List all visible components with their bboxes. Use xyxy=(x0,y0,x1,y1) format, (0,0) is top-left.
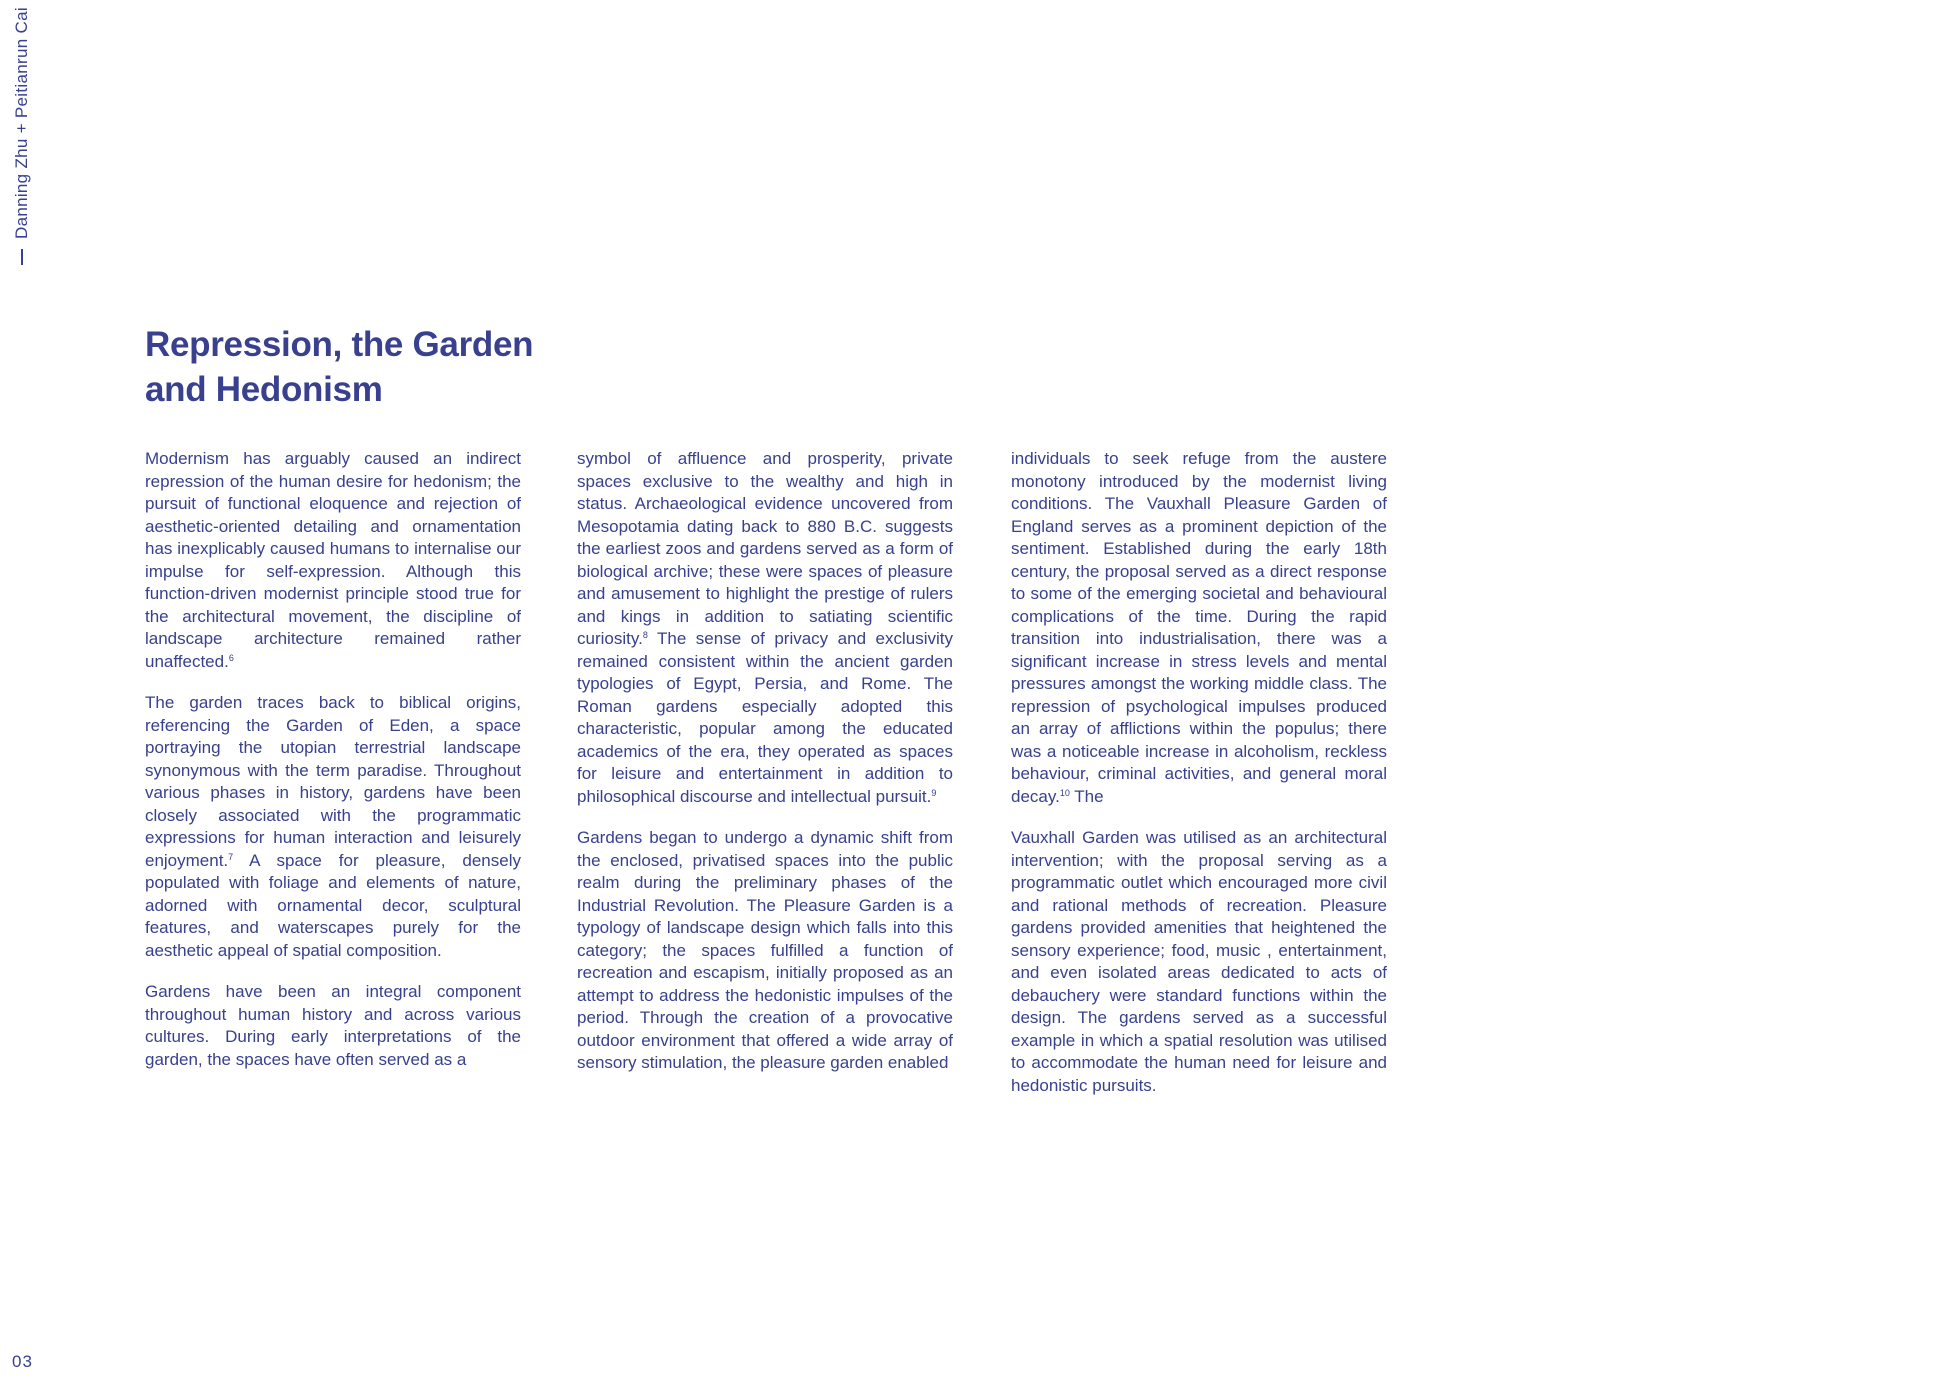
footnote-marker: 10 xyxy=(1059,787,1070,798)
paragraph: individuals to seek refuge from the austere monotony introduced by the modernist living conditions. The Vauxhall Pleasure Garden of England serves as a prominent depiction of the sentiment. Established during the early 18th century, the proposal served as a direct response to some of the emerging societal and behavioural complications of the time. During the rapid transition into industrialisation, there was a significant increase in stress levels and mental pressures amongst the working middle class. The repression of psychological impulses produced an array of afflictions within the populus; there was a noticeable increase in alcoholism, reckless behaviour, criminal activities, and general moral decay.$^{10}$ The xyxy=(1011,449,1387,806)
running-head-authors: Danning Zhu + Peitianrun Cai xyxy=(12,7,31,239)
paragraph: Modernism has arguably caused an indirect repression of the human desire for hedonism; the pursuit of functional eloquence and rejection of aesthetic-oriented detailing and ornamentation has inexplicably caused humans to internalise our impulse for self-expression. Although this function-driven modernist principle stood true for the architectural movement, the discipline of landscape architecture remained rather unaffected.$^6$ xyxy=(145,449,521,671)
page-title-line-1: Repression, the Garden xyxy=(145,325,534,364)
page-title xyxy=(145,322,533,412)
footnote-marker: 7 xyxy=(228,851,234,862)
footnote-marker: 9 xyxy=(931,787,937,798)
page-title-line-2: and Hedonism xyxy=(145,370,383,409)
running-head xyxy=(12,7,32,265)
footnote-marker: 8 xyxy=(642,630,648,640)
footnote-marker: 6 xyxy=(228,652,234,663)
page-number: 03 xyxy=(12,1352,33,1371)
text-column-2 xyxy=(577,448,953,1094)
paragraph: The garden traces back to biblical origins, referencing the Garden of Eden, a space portraying the utopian terrestrial landscape synonymous with the term paradise. Throughout various phases in history, gardens have been closely associated with the programmatic expressions for human interaction and leisurely enjoyment.$^7$ A space for pleasure, densely populated with foliage and elements of nature, adorned with ornamental decor, sculptural features, and waterscapes purely for the aesthetic appeal of spatial composition. xyxy=(145,693,521,960)
paragraph: Vauxhall Garden was utilised as an architectural intervention; with the proposal serving as a programmatic outlet which encouraged more civil and rational methods of recreation. Pleasure gardens provided amenities that heightened the sensory experience; food, music , entertainment, and even isolated areas dedicated to acts of debauchery were standard functions within the design. The gardens served as a successful example in which a spatial resolution was utilised to accommodate the human need for leisure and hedonistic pursuits. xyxy=(1011,828,1387,1095)
paragraph: symbol of affluence and prosperity, private spaces exclusive to the wealthy and high in status. Archaeological evidence uncovered from Mesopotamia dating back to 880 B.C. suggests the earliest zoos and gardens served as a form of biological archive; these were spaces of pleasure and amusement to highlight the prestige of rulers and kings in addition to satiating scientific curiosity.$^8$ The sense of privacy and exclusivity remained consistent within the ancient garden typologies of Egypt, Persia, and Rome. The Roman gardens especially adopted this characteristic, popular among the educated academics of the era, they operated as spaces for leisure and entertainment in addition to philosophical discourse and intellectual pursuit.$^9$ xyxy=(577,449,953,806)
running-head-divider xyxy=(21,249,23,265)
paragraph: Gardens have been an integral component throughout human history and across various cultures. During early interpretations of the garden, the spaces have often served as a xyxy=(145,982,521,1069)
text-column-1 xyxy=(145,448,521,1090)
text-column-3 xyxy=(1011,448,1387,1116)
paragraph: Gardens began to undergo a dynamic shift from the enclosed, privatised spaces into the public realm during the preliminary phases of the Industrial Revolution. The Pleasure Garden is a typology of landscape design which falls into this category; the spaces fulfilled a function of recreation and escapism, initially proposed as an attempt to address the hedonistic impulses of the period. Through the creation of a provocative outdoor environment that offered a wide array of sensory stimulation, the pleasure garden enabled xyxy=(577,828,953,1072)
